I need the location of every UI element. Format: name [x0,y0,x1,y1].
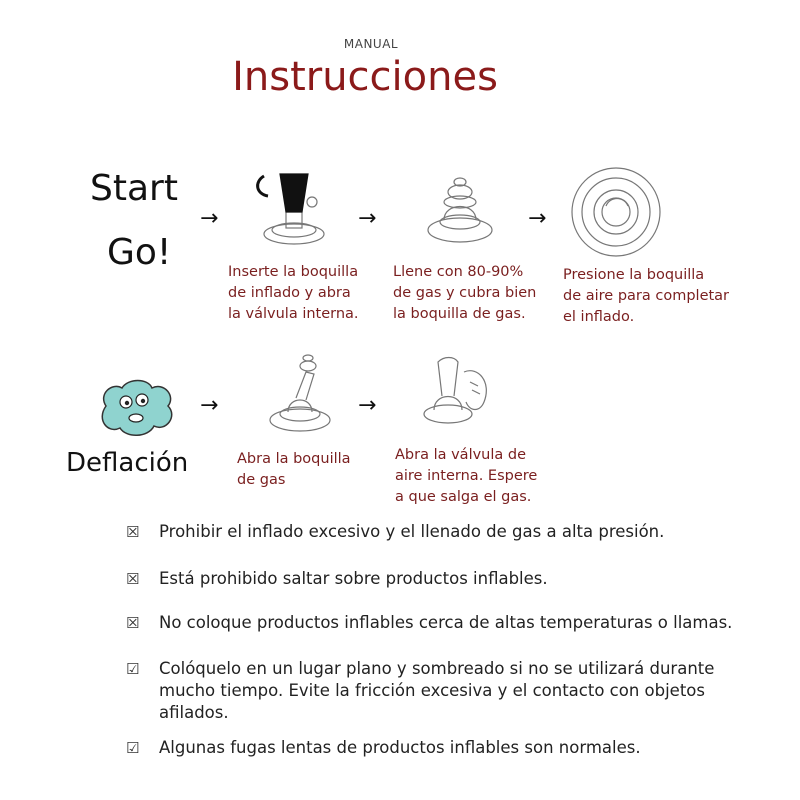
checked-box-icon: ☑ [126,660,140,678]
deflate-step-2-text: Abra la válvula de aire interna. Espere a que salga el gas. [395,447,538,505]
rule-text: Colóquelo en un lugar plano y sombreado si no se utilizará durante mucho tiempo. Evite la fricción excesiva y el contacto con objetos afilados. [159,659,715,722]
rule-text: Algunas fugas lentas de productos inflables son normales. [159,738,641,757]
crossed-box-icon: ☒ [126,570,140,588]
inflate-step-3-text: Presione la boquilla de aire para completar el inflado. [563,267,730,325]
deflation-label: Deflación [66,448,189,478]
arrow-icon: → [200,206,219,231]
press-nozzle-illustration [570,166,662,258]
deflated-mascot-illustration [96,376,178,440]
arrow-icon: → [200,393,219,418]
arrow-icon: → [528,206,547,231]
arrow-icon: → [358,206,377,231]
rule-item [126,658,736,728]
fill-gas-illustration [420,172,500,252]
crossed-box-icon: ☒ [126,523,140,541]
open-gas-nozzle-illustration [262,352,342,436]
release-gas-illustration [414,352,500,438]
start-label: Start [90,168,178,209]
arrow-icon: → [358,393,377,418]
rule-item [126,568,736,594]
inflate-step-2-text: Llene con 80-90% de gas y cubra bien la boquilla de gas. [393,264,537,322]
checked-box-icon: ☑ [126,739,140,757]
inflate-step-1-text: Inserte la boquilla de inflado y abra la válvula interna. [228,264,359,322]
rule-item [126,521,736,547]
inflate-nozzle-illustration [250,172,330,252]
rule-item [126,612,736,638]
crossed-box-icon: ☒ [126,614,140,632]
page-title: Instrucciones [232,54,498,100]
rule-text: Está prohibido saltar sobre productos inflables. [159,569,548,588]
manual-label: MANUAL [343,37,399,51]
go-label: Go! [107,232,172,273]
rule-text: No coloque productos inflables cerca de altas temperaturas o llamas. [159,613,733,632]
rule-item [126,737,736,763]
rule-text: Prohibir el inflado excesivo y el llenado de gas a alta presión. [159,522,665,541]
deflate-step-1-text: Abra la boquilla de gas [237,451,351,488]
